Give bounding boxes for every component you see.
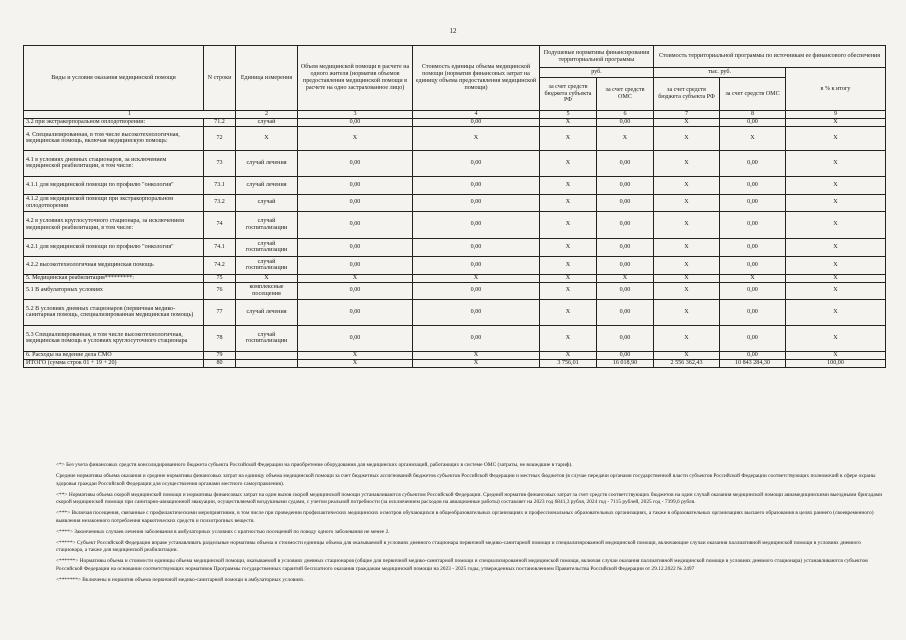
- table-row: [24, 126, 886, 150]
- oms-rub-cell: 0,00: [597, 238, 654, 256]
- oms-rub-cell: 0,00: [597, 256, 654, 274]
- oms-thous-cell: 0,00: [720, 282, 786, 299]
- header-oms-rub: за счет средств ОМС: [597, 78, 654, 111]
- volume-cell: X: [298, 274, 413, 282]
- column-number: 2: [236, 111, 298, 119]
- row-unit: X: [236, 274, 298, 282]
- percent-cell: X: [786, 325, 886, 351]
- header-program-cost: Стоимость территориальной программы по источникам ее финансового обеспечения: [654, 46, 886, 68]
- oms-thous-cell: 0,00: [720, 256, 786, 274]
- oms-rub-cell: 0,00: [597, 299, 654, 325]
- unit-cost-cell: 0,00: [413, 325, 540, 351]
- footnote: Средние нормативы объема оказания и средние нормативы финансовых затрат на единицу объема медицинской помощи за счет бюджетных ассигнований бюджетов субъектов Российской Федерации и местных бюджетов (в случае передачи органами государственной власти субъектов Российской Федерации соответствующих полномочий в сфере охраны здоровья граждан Российской Федерации для осуществления органами местного самоуправления).: [56, 473, 876, 487]
- footnote: <*******> Включены в норматив объема первичной медико-санитарной помощи в амбулаторных условиях.: [56, 576, 305, 583]
- row-unit: случай: [236, 119, 298, 127]
- budget-thous-cell: X: [654, 126, 720, 150]
- row-unit: случай госпитализации: [236, 325, 298, 351]
- row-label: 5.1 В амбулаторных условиях: [24, 282, 204, 299]
- unit-cost-cell: 0,00: [413, 211, 540, 238]
- row-unit: комплексные посещения: [236, 282, 298, 299]
- table-row: [24, 325, 886, 351]
- volume-cell: 0,00: [298, 119, 413, 127]
- footnotes: [56, 462, 886, 588]
- budget-rub-cell: X: [540, 150, 597, 176]
- volume-cell: 0,00: [298, 211, 413, 238]
- row-number: 76: [204, 282, 236, 299]
- budget-rub-cell: X: [540, 119, 597, 127]
- unit-cost-cell: 0,00: [413, 238, 540, 256]
- budget-thous-cell: X: [654, 325, 720, 351]
- footnote: <******> Нормативы объема и стоимости единицы объема медицинской помощи, оказываемой в условиях дневных стационаров (общие для первичной медико-санитарной помощи и специализированной медицинской помощи, включая случаи оказания паллиативной медицинской помощи в условиях дневного стационара) устанавливаются субъектом Российской Федерации на основании соответствующих нормативов Программы государственных гарантий бесплатного оказания гражданам медицинской помощи на 2023 - 2025 годы, утвержденных постановлением Правительства Российской Федерации от 29.12.2022 № 2497: [56, 558, 868, 572]
- unit-cost-cell: 0,00: [413, 194, 540, 211]
- row-unit: случай госпитализации: [236, 238, 298, 256]
- row-label: 4.2.2 высокотехнологичная медицинская помощь: [24, 256, 204, 274]
- unit-cost-cell: X: [413, 351, 540, 359]
- table-row: [24, 119, 886, 127]
- row-label: 3.2 при экстракорпоральном оплодотворении:: [24, 119, 204, 127]
- budget-rub-cell: X: [540, 194, 597, 211]
- row-label: 6. Расходы на ведение дела СМО: [24, 351, 204, 359]
- oms-thous-cell: 0,00: [720, 119, 786, 127]
- oms-thous-cell: 0,00: [720, 176, 786, 194]
- unit-cost-cell: X: [413, 274, 540, 282]
- row-label: 4.1 в условиях дневных стационаров, за исключением медицинской реабилитации, в том числе:: [24, 150, 204, 176]
- header-name: Виды и условия оказания медицинской помощи: [24, 46, 204, 111]
- header-budget-rub: за счет средств бюджета субъекта РФ: [540, 78, 597, 111]
- unit-cost-cell: 0,00: [413, 150, 540, 176]
- header-unit: Единица измерения: [236, 46, 298, 111]
- column-number: 5: [540, 111, 597, 119]
- unit-cost-cell: 0,00: [413, 256, 540, 274]
- page-number: 12: [449, 27, 457, 35]
- percent-cell: X: [786, 274, 886, 282]
- oms-rub-cell: 16 018,90: [597, 359, 654, 367]
- budget-rub-cell: X: [540, 256, 597, 274]
- table-row: [24, 274, 886, 282]
- row-unit: случай: [236, 194, 298, 211]
- table-row: [24, 282, 886, 299]
- budget-rub-cell: X: [540, 282, 597, 299]
- oms-rub-cell: 0,00: [597, 325, 654, 351]
- unit-cost-cell: X: [413, 126, 540, 150]
- percent-cell: X: [786, 299, 886, 325]
- oms-rub-cell: 0,00: [597, 119, 654, 127]
- row-number: 74.2: [204, 256, 236, 274]
- budget-rub-cell: 3 756,01: [540, 359, 597, 367]
- row-unit: [236, 359, 298, 367]
- budget-rub-cell: X: [540, 274, 597, 282]
- row-number: 73: [204, 150, 236, 176]
- column-number: 1: [24, 111, 236, 119]
- percent-cell: X: [786, 194, 886, 211]
- budget-thous-cell: X: [654, 256, 720, 274]
- percent-cell: X: [786, 150, 886, 176]
- percent-cell: X: [786, 211, 886, 238]
- volume-cell: 0,00: [298, 150, 413, 176]
- volume-cell: 0,00: [298, 256, 413, 274]
- column-number: 7: [654, 111, 720, 119]
- header-budget-thous: за счет средств бюджета субъекта РФ: [654, 78, 720, 111]
- budget-thous-cell: 2 556 362,43: [654, 359, 720, 367]
- row-label: 4.2.1 для медицинской помощи по профилю "онкология": [24, 238, 204, 256]
- row-unit: случай лечения: [236, 150, 298, 176]
- table-row: [24, 211, 886, 238]
- budget-rub-cell: X: [540, 351, 597, 359]
- oms-thous-cell: 0,00: [720, 238, 786, 256]
- row-unit: [236, 351, 298, 359]
- budget-thous-cell: X: [654, 176, 720, 194]
- header-volume: Объем медицинской помощи в расчете на одного жителя (норматив объемов предоставления медицинской помощи в расчете на одно застрахованное лицо): [298, 46, 413, 111]
- budget-thous-cell: X: [654, 282, 720, 299]
- row-number: 75: [204, 274, 236, 282]
- footnote: <**> Нормативы объема скорой медицинской помощи и нормативы финансовых затрат на один вызов скорой медицинской помощи устанавливаются субъектом Российской Федерации. Средний норматив финансовых затрат за счет средств соответствующих бюджетов на один случай оказания медицинской помощи авиамедицинскими выездными бригадами скорой медицинской помощи при санитарно-авиационной эвакуации, осуществляемой воздушными судами, с учетом реальной потребности (за исключением расходов на авиационные работы) составляет на 2023 год 6841,3 рубля, 2024 год - 7115 рублей, 2025 год - 7399,6 рубля.: [56, 491, 883, 505]
- row-number: 74.1: [204, 238, 236, 256]
- oms-thous-cell: X: [720, 126, 786, 150]
- oms-thous-cell: 0,00: [720, 351, 786, 359]
- header-unit-cost: Стоимость единицы объема медицинской помощи (норматив финансовых затрат на единицу объема предоставления медицинской помощи): [413, 46, 540, 111]
- budget-thous-cell: X: [654, 351, 720, 359]
- row-number: 73.2: [204, 194, 236, 211]
- row-number: 71.2: [204, 119, 236, 127]
- percent-cell: X: [786, 238, 886, 256]
- row-unit: случай госпитализации: [236, 256, 298, 274]
- table-row: [24, 238, 886, 256]
- unit-cost-cell: 0,00: [413, 176, 540, 194]
- footnote: <*****> Субъект Российской Федерации вправе устанавливать раздельные нормативы объема и стоимости единицы объема для оказываемой в условиях дневного стационара первичной медико-санитарной помощи и специализированной медицинской помощи, включающие случаи оказания паллиативной медицинской помощи в условиях дневного стационара, а также для медицинской реабилитации.: [56, 539, 861, 554]
- row-number: 74: [204, 211, 236, 238]
- budget-thous-cell: X: [654, 119, 720, 127]
- table-row: [24, 359, 886, 367]
- percent-cell: X: [786, 282, 886, 299]
- footnote: <*> Без учета финансовых средств консолидированного бюджета субъекта Российской Федерации на приобретение оборудования для медицинских организаций, работающих в системе ОМС (затраты, не вошедшие в тариф).: [56, 462, 573, 468]
- row-label: 5.2 В условиях дневных стационаров (первичная медико-санитарная помощь, специализированная медицинская помощь): [24, 299, 204, 325]
- budget-rub-cell: X: [540, 126, 597, 150]
- unit-cost-cell: 0,00: [413, 282, 540, 299]
- unit-cost-cell: X: [413, 359, 540, 367]
- unit-cost-cell: 0,00: [413, 299, 540, 325]
- column-number: 4: [413, 111, 540, 119]
- table-row: [24, 150, 886, 176]
- oms-rub-cell: X: [597, 274, 654, 282]
- header-oms-thous: за счет средств ОМС: [720, 78, 786, 111]
- oms-rub-cell: 0,00: [597, 211, 654, 238]
- oms-thous-cell: 0,00: [720, 194, 786, 211]
- column-number: 9: [786, 111, 886, 119]
- budget-rub-cell: X: [540, 325, 597, 351]
- table-row: [24, 299, 886, 325]
- budget-thous-cell: X: [654, 194, 720, 211]
- budget-thous-cell: X: [654, 274, 720, 282]
- volume-cell: 0,00: [298, 176, 413, 194]
- header-unit-thous-rub: тыс. руб.: [654, 68, 786, 78]
- budget-thous-cell: X: [654, 238, 720, 256]
- column-number: 8: [720, 111, 786, 119]
- table-row: [24, 176, 886, 194]
- row-unit: случай лечения: [236, 176, 298, 194]
- volume-cell: X: [298, 351, 413, 359]
- budget-thous-cell: X: [654, 299, 720, 325]
- budget-thous-cell: X: [654, 211, 720, 238]
- row-label: 4.1.1 для медицинской помощи по профилю "онкология": [24, 176, 204, 194]
- oms-rub-cell: 0,00: [597, 282, 654, 299]
- header-unit-rub: руб.: [540, 68, 654, 78]
- row-number: 73.1: [204, 176, 236, 194]
- oms-thous-cell: 10 843 284,30: [720, 359, 786, 367]
- oms-rub-cell: 0,00: [597, 150, 654, 176]
- percent-cell: 100,00: [786, 359, 886, 367]
- table-row: [24, 351, 886, 359]
- volume-cell: 0,00: [298, 325, 413, 351]
- row-unit: случай лечения: [236, 299, 298, 325]
- oms-thous-cell: X: [720, 274, 786, 282]
- row-label: 4.2 в условиях круглосуточного стационара, за исключением медицинской реабилитации, в том числе:: [24, 211, 204, 238]
- volume-cell: X: [298, 126, 413, 150]
- unit-cost-cell: 0,00: [413, 119, 540, 127]
- footnote: <***> Включая посещения, связанные с профилактическими мероприятиями, в том числе при проведении профилактических медицинских осмотров обучающихся в общеобразовательных организациях и профессиональных образовательных организациях, а также в образовательных организациях высшего образования в целях раннего (своевременного) выявления незаконного потребления наркотических средств и психотропных веществ.: [56, 510, 874, 524]
- row-number: 72: [204, 126, 236, 150]
- budget-thous-cell: X: [654, 150, 720, 176]
- oms-thous-cell: 0,00: [720, 299, 786, 325]
- row-label: 5. Медицинская реабилитация*********:: [24, 274, 204, 282]
- oms-rub-cell: X: [597, 126, 654, 150]
- row-number: 78: [204, 325, 236, 351]
- percent-cell: X: [786, 351, 886, 359]
- oms-rub-cell: 0,00: [597, 176, 654, 194]
- volume-cell: 0,00: [298, 194, 413, 211]
- row-label: 4. Специализированная, в том числе высокотехнологичная, медицинская помощь, включая медицинскую помощь:: [24, 126, 204, 150]
- volume-cell: 0,00: [298, 282, 413, 299]
- row-number: 80: [204, 359, 236, 367]
- percent-cell: X: [786, 119, 886, 127]
- row-label: 4.1.2 для медицинской помощи при экстракорпоральном оплодотворении: [24, 194, 204, 211]
- oms-rub-cell: 0,00: [597, 194, 654, 211]
- financing-table: [23, 45, 886, 368]
- row-label: ИТОГО (сумма строк 01 + 19 + 20): [24, 359, 204, 367]
- row-label: 5.3 Специализированная, в том числе высокотехнологичная, медицинская помощь в условиях круглосуточного стационара: [24, 325, 204, 351]
- row-number: 77: [204, 299, 236, 325]
- header-per-capita-norms: Подушевые нормативы финансирования территориальной программы: [540, 46, 654, 68]
- column-number: 6: [597, 111, 654, 119]
- row-unit: X: [236, 126, 298, 150]
- row-unit: случай госпитализации: [236, 211, 298, 238]
- volume-cell: 0,00: [298, 299, 413, 325]
- table-row: [24, 194, 886, 211]
- header-row-number: N строки: [204, 46, 236, 111]
- percent-cell: X: [786, 256, 886, 274]
- table-row: [24, 256, 886, 274]
- budget-rub-cell: X: [540, 211, 597, 238]
- volume-cell: X: [298, 359, 413, 367]
- row-number: 79: [204, 351, 236, 359]
- header-percent-total: в % к итогу: [786, 68, 886, 111]
- percent-cell: X: [786, 176, 886, 194]
- column-number: 3: [298, 111, 413, 119]
- percent-cell: X: [786, 126, 886, 150]
- budget-rub-cell: X: [540, 176, 597, 194]
- budget-rub-cell: X: [540, 238, 597, 256]
- oms-thous-cell: 0,00: [720, 325, 786, 351]
- volume-cell: 0,00: [298, 238, 413, 256]
- oms-thous-cell: 0,00: [720, 211, 786, 238]
- oms-rub-cell: 0,00: [597, 351, 654, 359]
- footnote: <****> Законченных случаев лечения заболевания в амбулаторных условиях с кратностью посещений по поводу одного заболевания не менее 2.: [56, 528, 390, 535]
- oms-thous-cell: 0,00: [720, 150, 786, 176]
- budget-rub-cell: X: [540, 299, 597, 325]
